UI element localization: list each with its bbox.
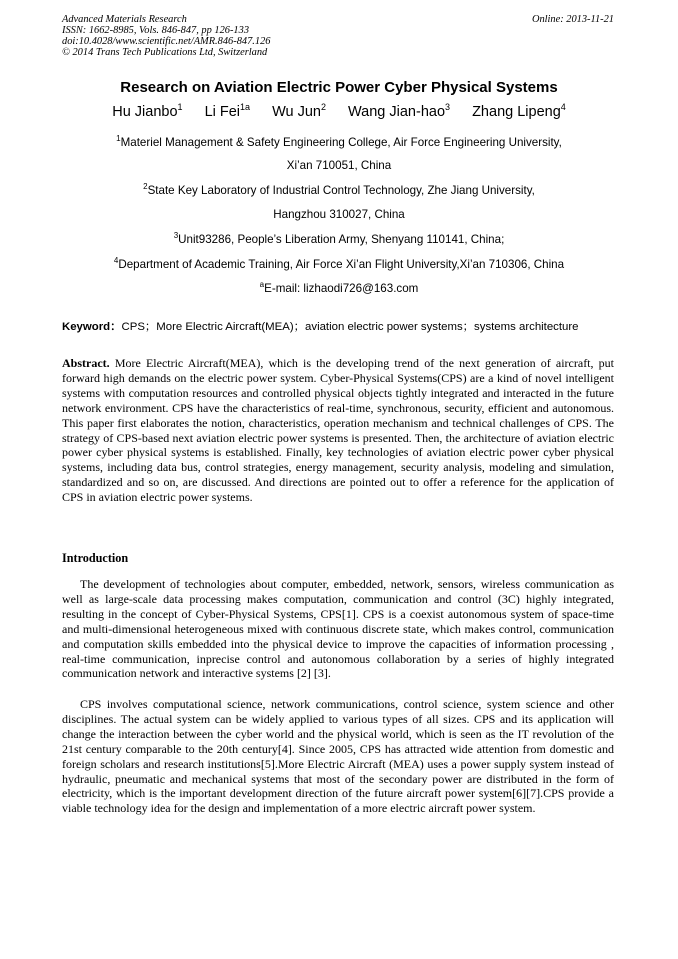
doi-line: doi:10.4028/www.scientific.net/AMR.846-847.126	[62, 36, 271, 47]
author-email: $^a$E-mail: lizhaodi726@163.com	[259, 280, 419, 295]
affiliation-1-city: Xi’an 710051, China	[286, 159, 392, 172]
affiliation-3: $^3$Unit93286, People’s Liberation Army, Shenyang 110141, China;	[173, 231, 505, 246]
affiliation-2-city: Hangzhou 310027, China	[273, 208, 405, 221]
author: Li Fei$^{1a}$	[204, 102, 251, 120]
author: Hu Jianbo$^1$	[112, 102, 183, 120]
keywords-label: Keyword：	[62, 321, 122, 333]
author: Wu Jun$^2$	[272, 102, 326, 120]
abstract	[62, 356, 614, 505]
section-heading-introduction: Introduction	[62, 551, 129, 565]
author: Zhang Lipeng$^4$	[472, 102, 566, 120]
keywords	[62, 320, 622, 334]
affiliation-4: $^4$Department of Academic Training, Air Force Xi’an Flight University,Xi’an 710306, China	[113, 256, 565, 271]
abstract-text: More Electric Aircraft(MEA), which is the developing trend of the next generation of aircraft, put forward high demands on the electric power system. Cyber-Physical Systems(CPS) are a kind of novel intelligent systems with computation resources and controlled physical objects tightly integrated and interacted in the future network environment. CPS have the characteristics of real-time, synchronous, security, efficient and autonomous. This paper first elaborates the notion, characteristics, operation mechanism and technical challenges of CPS. The strategy of CPS-based next aviation electric power systems is presented. Then, the architecture of aviation electric power cyber physical systems is established. Finally, key technologies of aviation electric power cyber physical systems, including data bus, control strategies, energy management, security analysis, modeling and simulation, standardized and so on, are discussed. And directions are pointed out to offer a reference for the application of CPS in aviation electric power systems.	[62, 356, 614, 505]
affiliation-2: $^2$State Key Laboratory of Industrial Control Technology, Zhe Jiang University,	[143, 182, 535, 197]
intro-paragraph-2: CPS involves computational science, network communications, control science, system science and other disciplines. The actual system can be widely applied to various types of all sizes. CPS and its application will change the interaction between the cyber world and the physical world, which is seen as the IT revolution of the 21st century comparable to the 20th century[4]. Since 2005, CPS has attracted wide attention from domestic and foreign scholars and research institutions[5].More Electric Aircraft (MEA) uses a power supply system instead of hydraulic, pneumatic and mechanical systems that most of the secondary power are distributed in the form of electricity, which is the important development direction of the future aircraft power system[6][7].CPS provide a viable technology idea for the design and implementation of a more electric aircraft power system.	[62, 697, 614, 816]
journal-name: Advanced Materials Research	[62, 14, 187, 25]
author: Wang Jian-hao$^3$	[348, 102, 451, 120]
intro-paragraph-1: The development of technologies about computer, embedded, network, sensors, wireless communication as well as large-scale data processing makes computation, communication and control (3C) highly integrated, resulting in the concept of Cyber-Physical Systems, CPS[1]. CPS is a coexist autonomous system of space-time and multi-dimensional heterogeneous mixed with continuous discrete state, which makes control, communication and computation skills embedded into the physical device to improve the capacities of information processing , real-time communication, inprecise control and autonomous collaboration by a series of highly integrated communication network and interactive systems [2] [3].	[62, 577, 614, 681]
affiliation-1: $^1$Materiel Management & Safety Engineering College, Air Force Engineering University,	[116, 134, 562, 149]
paper-title: Research on Aviation Electric Power Cyber Physical Systems	[120, 79, 558, 96]
copyright-line: © 2014 Trans Tech Publications Ltd, Switzerland	[62, 47, 268, 58]
journal-header	[62, 14, 614, 58]
author-list	[0, 102, 678, 122]
abstract-label: Abstract.	[62, 356, 110, 370]
keywords-text: CPS；More Electric Aircraft(MEA)；aviation electric power systems；systems architecture	[121, 321, 579, 333]
online-date: Online: 2013-11-21	[531, 14, 614, 25]
issn-line: ISSN: 1662-8985, Vols. 846-847, pp 126-133	[62, 25, 250, 36]
